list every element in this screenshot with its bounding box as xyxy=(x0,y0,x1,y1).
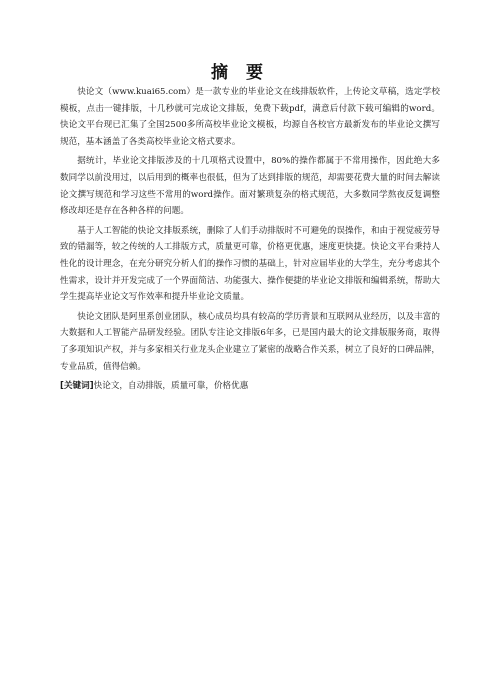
abstract-body xyxy=(60,84,440,395)
abstract-paragraph-3: 基于人工智能的快论文排版系统，删除了人们手动排版时不可避免的误操作，和由于视觉疲劳导致的错漏等，较之传统的人工排版方式，质量更可靠，价格更优惠，速度更快捷。快论文平台秉持人性化的设计理念，在充分研究分析人们的操作习惯的基础上，针对应届毕业的大学生，充分考虑其个性需求，设计并开发完成了一个界面简洁、功能强大、操作便捷的毕业论文排版和编辑系统，帮助大学生提高毕业论文写作效率和提升毕业论文质量。 xyxy=(60,225,440,303)
keywords-line xyxy=(60,378,440,395)
abstract-paragraph-4: 快论文团队是阿里系创业团队，核心成员均具有较高的学历背景和互联网从业经历，以及丰富的大数据和人工智能产品研发经验。团队专注论文排版6年多，已是国内最大的论文排版服务商，取得了多项知识产权，并与多家相关行业龙头企业建立了紧密的战略合作关系，树立了良好的口碑品牌，专业品质，值得信赖。 xyxy=(60,311,440,372)
abstract-paragraph-2: 据统计，毕业论文排版涉及的十几项格式设置中，80%的操作都属于不常用操作，因此绝大多数同学以前没用过，以后用到的概率也很低，但为了达到排版的规范，却需要花费大量的时间去解读论文撰写规范和学习这些不常用的word操作。面对繁琐复杂的格式规范，大多数同学熬夜反复调整修改却还是存在各种各样的问题。 xyxy=(60,156,440,217)
keywords-text: 快论文，自动排版，质量可靠，价格优惠 xyxy=(93,381,249,392)
keywords-label: [关键词] xyxy=(60,381,94,392)
abstract-paragraph-1: 快论文（www.kuai65.com）是一款专业的毕业论文在线排版软件，上传论文草稿，选定学校模板，点击一键排版，十几秒就可完成论文排版，免费下载pdf，满意后付款下载可编辑的word。快论文平台现已汇集了全国2500多所高校毕业论文模板，均源自各校官方最新发布的毕业论文撰写规范，基本涵盖了各类高校毕业论文格式要求。 xyxy=(60,87,440,147)
abstract-title: 摘 要 xyxy=(211,63,269,83)
